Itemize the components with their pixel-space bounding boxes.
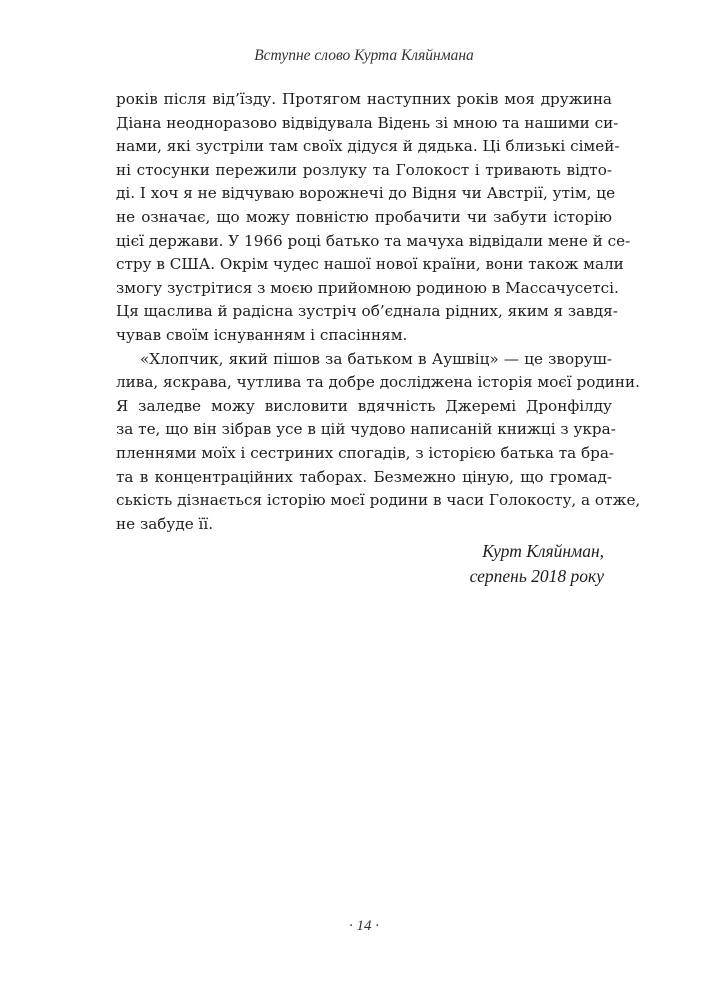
signature-name: Курт Кляйнман, [482,541,604,561]
text-line: лива, яскрава, чутлива та добре досліджена історія моєї родини. [116,373,640,392]
signature-date: серпень 2018 року [469,566,604,586]
text-line: ні стосунки пережили розлуку та Голокост і тривають відто- [116,160,612,179]
running-head: Вступне слово Курта Кляйнмана [254,47,474,64]
text-line: стру в США. Окрім чудес нашої нової країни, вони також мали [116,255,624,274]
text-line: «Хлопчик, який пішов за батьком в Аушвіц» — це зворуш- [140,349,612,368]
text-line: за те, що він зібрав усе в цій чудово написаній книжці з укра- [116,420,616,439]
paragraph-2 [116,348,641,537]
text-line: Діана неодноразово відвідувала Відень зі мною та нашими си- [116,113,619,132]
body-text [116,88,641,536]
text-line: Я заледве можу висловити вдячність Джеремі Дронфілду [116,396,612,415]
text-line: чував своїм існуванням і спасінням. [116,325,408,344]
text-line: не означає, що можу повністю пробачити чи забути історію [116,207,612,226]
text-line: ськість дізнається історію моєї родини в часи Голокосту, а отже, [116,491,641,510]
text-line: років після від’їзду. Протягом наступних років моя дружина [116,90,612,108]
text-line: та в концентраційних таборах. Безмежно ціную, що громад- [116,467,612,486]
text-line: Ця щаслива й радісна зустріч об’єднала рідних, яким я завдя- [116,302,618,321]
text-line: нами, які зустріли там своїх дідуся й дядька. Ці близькі сімей- [116,137,620,156]
author-signature [470,539,604,589]
text-line: цієї держави. У 1966 році батько та мачуха відвідали мене й се- [116,231,631,250]
text-line: не забуде її. [116,514,214,533]
page-number: · 14 · [349,918,379,934]
text-line: ді. І хоч я не відчуваю ворожнечі до Відня чи Австрії, утім, це [116,184,616,203]
text-line: пленнями моїх і сестриних спогадів, з історією батька та бра- [116,443,615,462]
text-line: змогу зустрітися з моєю прийомною родиною в Массачусетсі. [116,278,619,297]
paragraph-1 [116,88,631,348]
